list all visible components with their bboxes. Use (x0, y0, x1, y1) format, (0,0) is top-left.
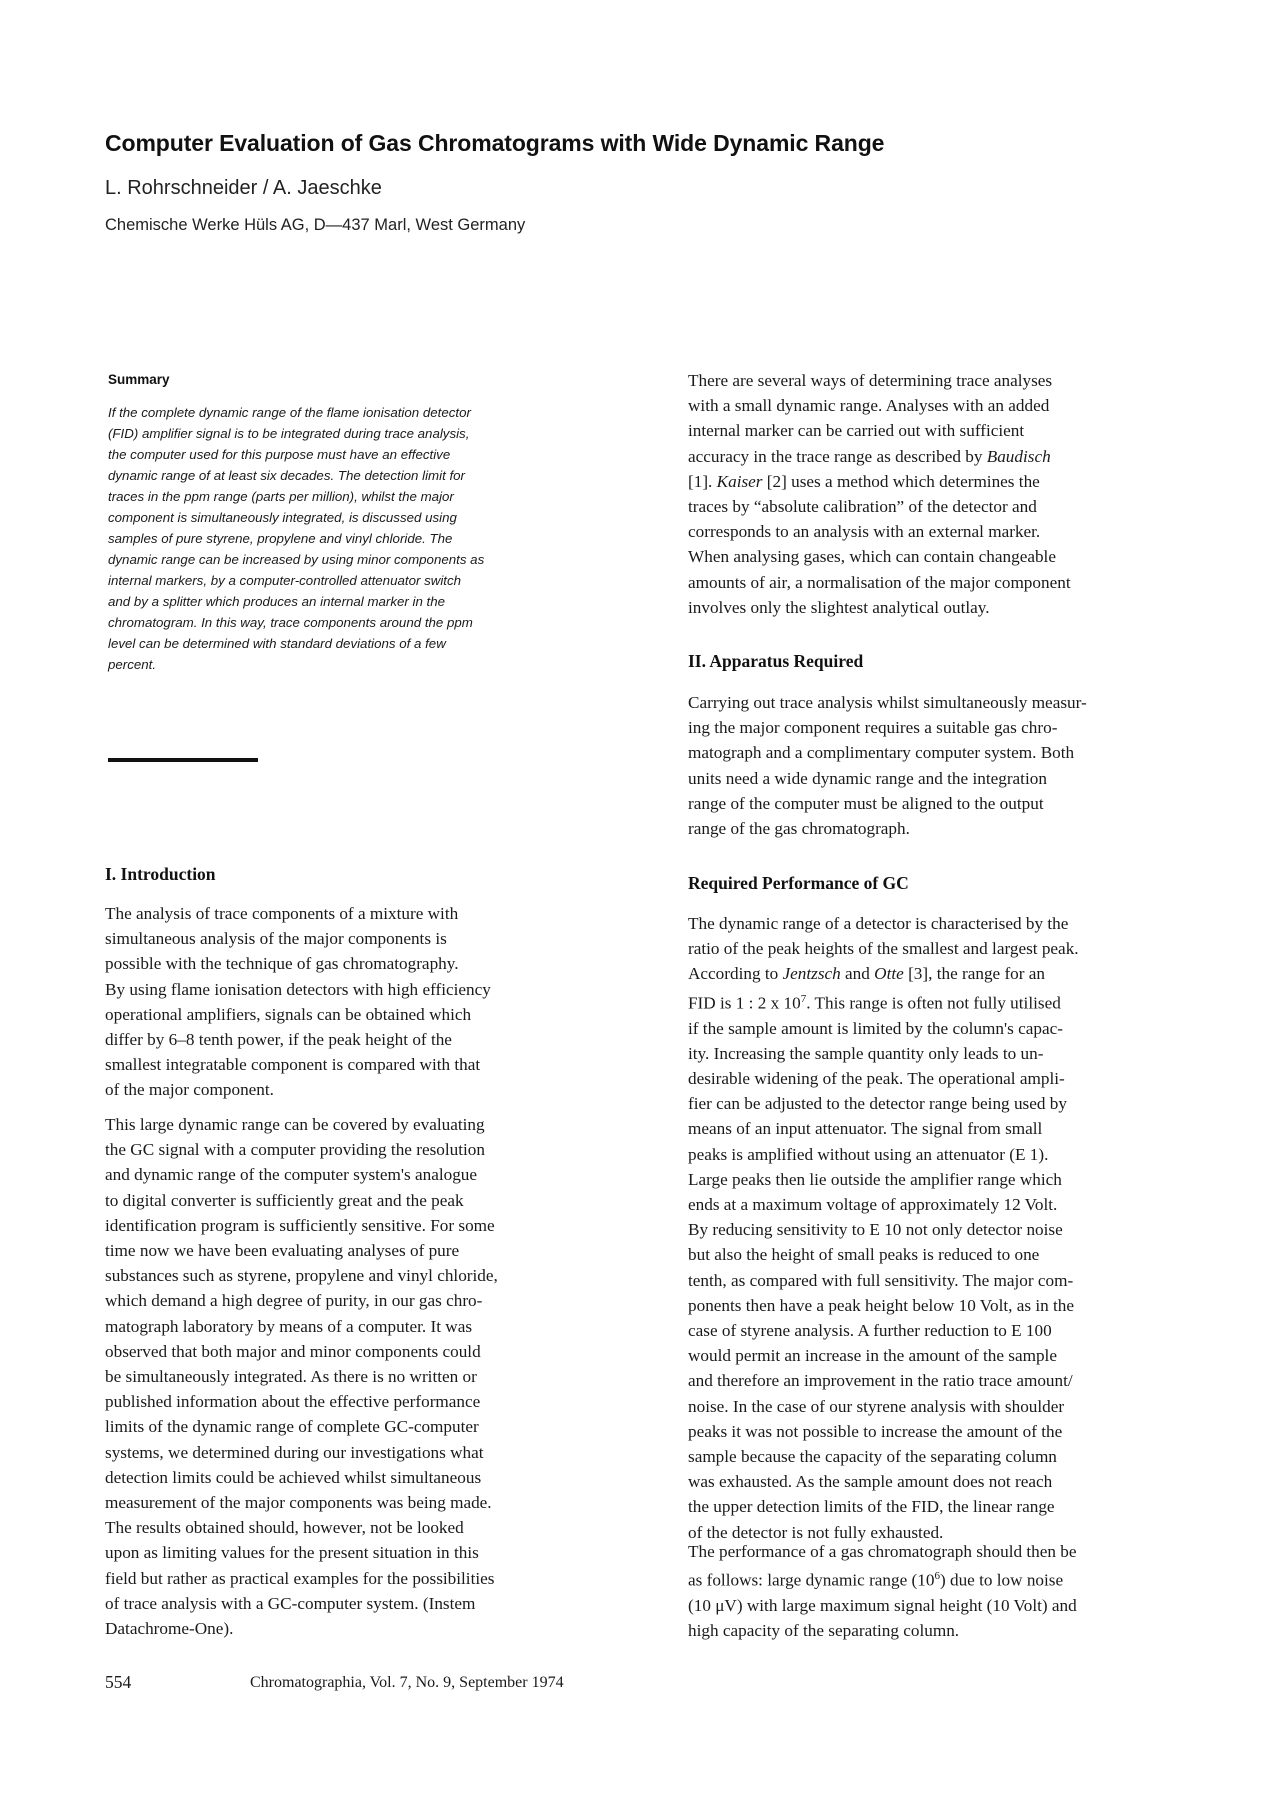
text-line: of the detector is not fully exhausted. (688, 1522, 944, 1542)
paper-title: Computer Evaluation of Gas Chromatograms with Wide Dynamic Range (105, 130, 885, 156)
text-line: internal marker can be carried out with sufficient (688, 421, 1025, 441)
text-line: the GC signal with a computer providing the resolution (105, 1140, 485, 1160)
text-line: was exhausted. As the sample amount does not reach (688, 1472, 1053, 1492)
summary-line: dynamic range can be increased by using minor components as (108, 552, 485, 567)
text-line: the upper detection limits of the FID, the linear range (688, 1497, 1055, 1517)
gc-performance-summary-para (688, 1539, 1188, 1644)
text-line: ends at a maximum voltage of approximately 12 Volt. (688, 1194, 1058, 1214)
summary-line: internal markers, by a computer-controlled attenuator switch (108, 573, 462, 588)
text-line: substances such as styrene, propylene and vinyl chloride, (105, 1266, 498, 1286)
section-divider (108, 758, 258, 762)
citation-author: Jentzsch (782, 964, 841, 984)
text-segment: as follows: large dynamic range (10 (688, 1570, 935, 1590)
text-line: peaks it was not possible to increase the amount of the (688, 1421, 1063, 1441)
text-line: The performance of a gas chromatograph should then be (688, 1542, 1077, 1561)
summary-heading: Summary (108, 372, 170, 387)
text-line (688, 987, 1188, 1016)
text-segment: and (845, 964, 870, 984)
text-segment: [3], the range for an (908, 964, 1046, 984)
text-line: matograph laboratory by means of a computer. It was (105, 1316, 473, 1336)
text-line: high capacity of the separating column. (688, 1621, 960, 1641)
text-segment: ) due to low noise (939, 1570, 1064, 1590)
text-line: peaks is amplified without using an attenuator (E 1). (688, 1144, 1049, 1164)
text-line: matograph and a complimentary computer system. Both (688, 743, 1075, 763)
text-segment: According to (688, 964, 779, 984)
summary-line: traces in the ppm range (parts per million), whilst the major (108, 489, 454, 504)
text-line: The results obtained should, however, not be looked (105, 1518, 464, 1538)
text-segment: accuracy in the trace range as described by (688, 446, 983, 466)
text-line: field but rather as practical examples for the possibilities (105, 1568, 495, 1588)
text-line: systems, we determined during our investigations what (105, 1442, 484, 1462)
text-line: Carrying out trace analysis whilst simultaneously measur- (688, 693, 1087, 712)
introduction-heading: I. Introduction (105, 864, 216, 884)
text-line: The analysis of trace components of a mixture with (105, 904, 459, 923)
citation-author: Baudisch (986, 446, 1051, 466)
summary-line: (FID) amplifier signal is to be integrated during trace analysis, (108, 426, 470, 441)
text-line: When analysing gases, which can contain changeable (688, 547, 1056, 567)
text-line: desirable widening of the peak. The operational ampli- (688, 1068, 1065, 1088)
apparatus-heading: II. Apparatus Required (688, 651, 864, 671)
text-line: range of the gas chromatograph. (688, 819, 910, 839)
text-line: identification program is sufficiently sensitive. For some (105, 1215, 495, 1235)
summary-line: If the complete dynamic range of the flame ionisation detector (108, 405, 471, 420)
text-line: which demand a high degree of purity, in our gas chro- (105, 1291, 483, 1311)
introduction-para-2 (105, 1112, 605, 1641)
text-line: By using flame ionisation detectors with high efficiency (105, 979, 491, 999)
summary-line: the computer used for this purpose must have an effective (108, 447, 451, 462)
summary-line: samples of pure styrene, propylene and vinyl chloride. The (108, 531, 453, 546)
text-line: fier can be adjusted to the detector range being used by (688, 1094, 1067, 1114)
text-line: (10 μV) with large maximum signal height (10 Volt) and (688, 1596, 1077, 1616)
gc-performance-para (688, 911, 1188, 1545)
text-line: published information about the effective performance (105, 1392, 481, 1412)
citation-author: Kaiser (716, 471, 763, 491)
text-line (688, 469, 1188, 494)
text-line: would permit an increase in the amount of the sample (688, 1346, 1057, 1366)
affiliation: Chemische Werke Hüls AG, D—437 Marl, West Germany (105, 216, 526, 234)
text-line: be simultaneously integrated. As there is no written or (105, 1367, 477, 1387)
summary-line: dynamic range of at least six decades. The detection limit for (108, 468, 465, 483)
text-line: simultaneous analysis of the major components is (105, 929, 447, 949)
text-line: of the major component. (105, 1080, 274, 1100)
text-line: time now we have been evaluating analyses of pure (105, 1241, 460, 1261)
text-line: There are several ways of determining trace analyses (688, 371, 1053, 390)
text-line: upon as limiting values for the present situation in this (105, 1543, 479, 1563)
gc-performance-heading: Required Performance of GC (688, 873, 909, 893)
text-line: if the sample amount is limited by the column's capac- (688, 1018, 1063, 1038)
text-line: measurement of the major components was being made. (105, 1493, 492, 1513)
text-line: Datachrome-One). (105, 1619, 234, 1639)
text-line: noise. In the case of our styrene analysis with shoulder (688, 1396, 1065, 1416)
text-segment: [1]. (688, 471, 713, 491)
text-line: smallest integratable component is compared with that (105, 1055, 481, 1075)
introduction-para-1 (105, 901, 605, 1103)
text-line: possible with the technique of gas chromatography. (105, 954, 459, 974)
summary-line: level can be determined with standard deviations of a few (108, 636, 446, 651)
text-line: detection limits could be achieved whilst simultaneous (105, 1467, 482, 1487)
text-line: ing the major component requires a suitable gas chro- (688, 718, 1058, 738)
text-line (688, 961, 1188, 986)
right-para-1 (688, 368, 1188, 620)
journal-citation: Chromatographia, Vol. 7, No. 9, September 1974 (250, 1674, 564, 1691)
text-line: corresponds to an analysis with an external marker. (688, 522, 1041, 542)
text-line (688, 444, 1188, 469)
text-line: range of the computer must be aligned to the output (688, 793, 1044, 813)
text-line: Large peaks then lie outside the amplifier range which (688, 1169, 1062, 1189)
text-line: The dynamic range of a detector is characterised by the (688, 914, 1069, 933)
text-line: case of styrene analysis. A further reduction to E 100 (688, 1320, 1052, 1340)
summary-line: component is simultaneously integrated, is discussed using (108, 510, 457, 525)
page-number: 554 (105, 1672, 132, 1692)
text-line: ratio of the peak heights of the smallest and largest peak. (688, 939, 1079, 959)
text-line: observed that both major and minor components could (105, 1341, 481, 1361)
text-segment: . This range is often not fully utilised (806, 993, 1061, 1013)
text-line: involves only the slightest analytical outlay. (688, 597, 990, 617)
text-line: amounts of air, a normalisation of the major component (688, 572, 1071, 592)
authors: L. Rohrschneider / A. Jaeschke (105, 177, 382, 199)
summary-line: chromatogram. In this way, trace components around the ppm (108, 615, 473, 630)
citation-author: Otte (874, 964, 904, 984)
text-line: units need a wide dynamic range and the integration (688, 768, 1047, 788)
text-segment: [2] uses a method which determines the (766, 471, 1040, 491)
text-line: means of an input attenuator. The signal from small (688, 1119, 1043, 1139)
text-line: of trace analysis with a GC-computer system. (Instem (105, 1593, 476, 1613)
exponent: 6 (934, 1570, 940, 1583)
text-line: limits of the dynamic range of complete GC-computer (105, 1417, 479, 1437)
text-line: and therefore an improvement in the ratio trace amount/ (688, 1371, 1073, 1391)
summary-text (108, 402, 588, 675)
summary-line: and by a splitter which produces an internal marker in the (108, 594, 446, 609)
exponent: 7 (800, 992, 807, 1005)
text-line: traces by “absolute calibration” of the detector and (688, 497, 1037, 517)
text-line: ponents then have a peak height below 10 Volt, as in the (688, 1295, 1075, 1315)
text-line: By reducing sensitivity to E 10 not only detector noise (688, 1220, 1063, 1240)
text-line: with a small dynamic range. Analyses with an added (688, 396, 1050, 416)
apparatus-para (688, 690, 1188, 841)
text-line: and dynamic range of the computer system's analogue (105, 1165, 478, 1185)
text-line: operational amplifiers, signals can be obtained which (105, 1004, 472, 1024)
text-line: sample because the capacity of the separating column (688, 1447, 1057, 1466)
text-line: tenth, as compared with full sensitivity. The major com- (688, 1270, 1074, 1290)
text-line (688, 1564, 1188, 1593)
text-line: This large dynamic range can be covered by evaluating (105, 1115, 485, 1134)
text-line: but also the height of small peaks is reduced to one (688, 1245, 1040, 1265)
text-line: differ by 6–8 tenth power, if the peak height of the (105, 1030, 452, 1050)
summary-line: percent. (108, 657, 157, 672)
text-segment: FID is 1 : 2 x 10 (688, 993, 801, 1013)
text-line: to digital converter is sufficiently great and the peak (105, 1190, 464, 1210)
text-line: ity. Increasing the sample quantity only leads to un- (688, 1043, 1044, 1063)
